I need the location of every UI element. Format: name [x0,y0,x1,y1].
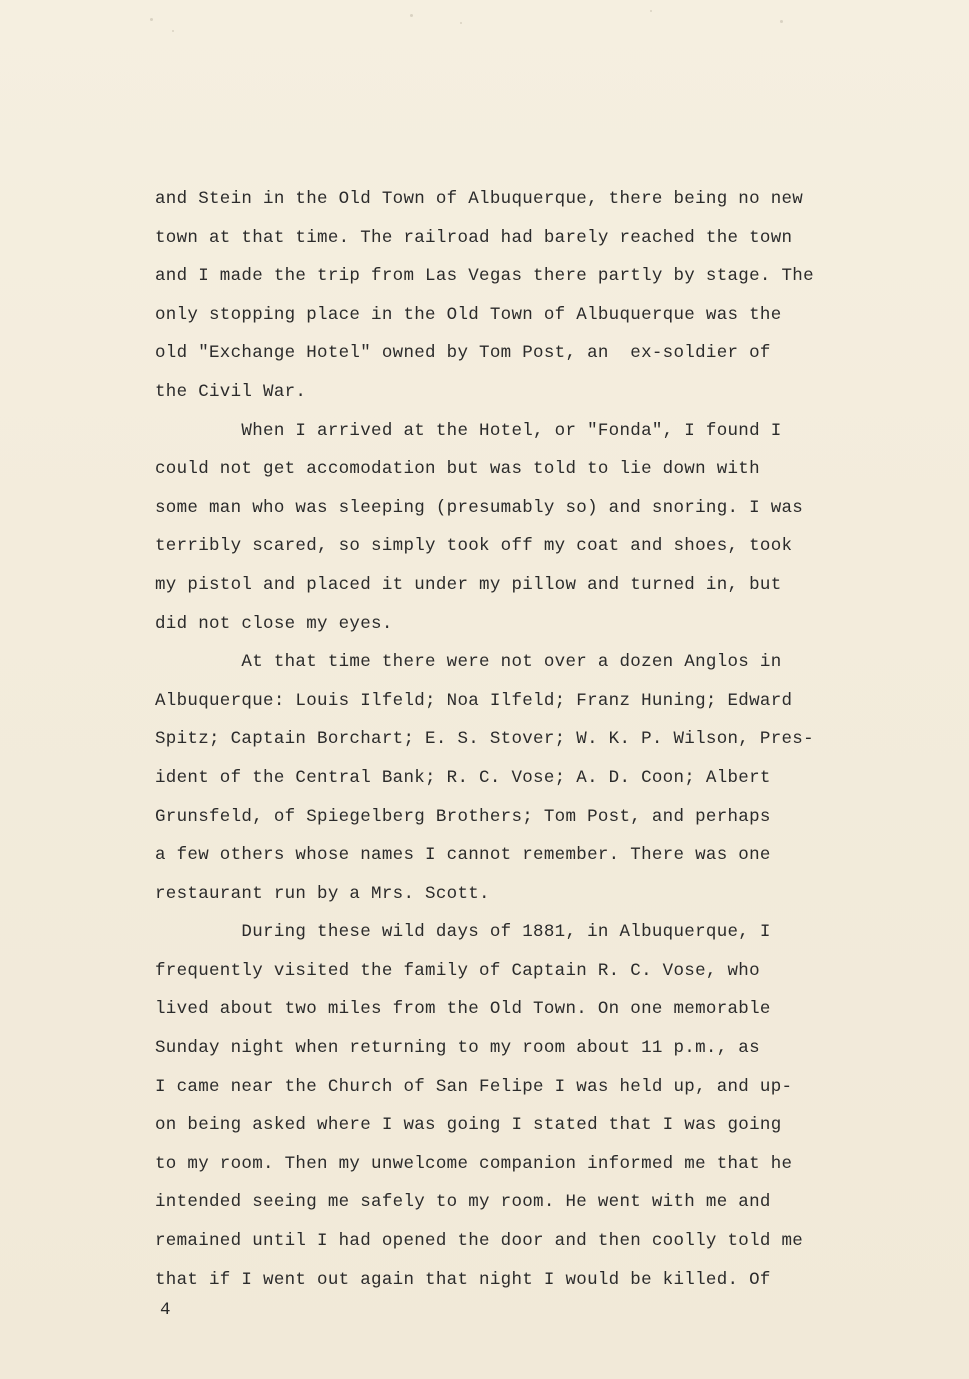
text-line: on being asked where I was going I stated that I was going [155,1115,782,1136]
text-line: to my room. Then my unwelcome companion informed me that he [155,1153,793,1174]
paper-speck [780,20,783,23]
text-line: could not get accomodation but was told to lie down with [155,459,760,480]
text-line: I came near the Church of San Felipe I was held up, and up- [155,1076,793,1097]
text-line: town at that time. The railroad had barely reached the town [155,227,793,248]
text-line: a few others whose names I cannot remember. There was one [155,845,771,866]
text-line: Albuquerque: Louis Ilfeld; Noa Ilfeld; Franz Huning; Edward [155,690,793,711]
text-line: Spitz; Captain Borchart; E. S. Stover; W. K. P. Wilson, Pres- [155,729,814,750]
paper-speck [650,10,652,12]
text-line: remained until I had opened the door and then coolly told me [155,1231,804,1252]
text-line: old "Exchange Hotel" owned by Tom Post, an ex-soldier of [155,343,771,364]
text-line: When I arrived at the Hotel, or "Fonda", I found I [155,420,782,441]
paper-speck [150,18,153,21]
text-line: During these wild days of 1881, in Albuquerque, I [155,922,771,943]
text-line: did not close my eyes. [155,613,393,634]
text-line: Grunsfeld, of Spiegelberg Brothers; Tom Post, and perhaps [155,806,771,827]
paper-speck [410,14,413,17]
text-line: restaurant run by a Mrs. Scott. [155,883,490,904]
text-line: ident of the Central Bank; R. C. Vose; A. D. Coon; Albert [155,767,771,788]
text-line: only stopping place in the Old Town of Albuquerque was the [155,304,782,325]
text-line: my pistol and placed it under my pillow and turned in, but [155,574,782,595]
paper-speck [460,22,462,24]
page-number: 4 [160,1300,171,1320]
paper-speck [172,30,174,32]
text-line: that if I went out again that night I would be killed. Of [155,1269,771,1290]
body-text [155,180,875,1299]
text-line: Sunday night when returning to my room about 11 p.m., as [155,1038,760,1059]
text-line: the Civil War. [155,381,307,402]
text-line: At that time there were not over a dozen Anglos in [155,652,782,673]
text-line: lived about two miles from the Old Town. On one memorable [155,999,771,1020]
text-line: and I made the trip from Las Vegas there partly by stage. The [155,266,814,287]
text-line: and Stein in the Old Town of Albuquerque, there being no new [155,189,804,209]
text-line: frequently visited the family of Captain R. C. Vose, who [155,960,760,981]
text-line: terribly scared, so simply took off my coat and shoes, took [155,536,793,557]
text-line: some man who was sleeping (presumably so) and snoring. I was [155,497,804,518]
text-line: intended seeing me safely to my room. He went with me and [155,1192,771,1213]
